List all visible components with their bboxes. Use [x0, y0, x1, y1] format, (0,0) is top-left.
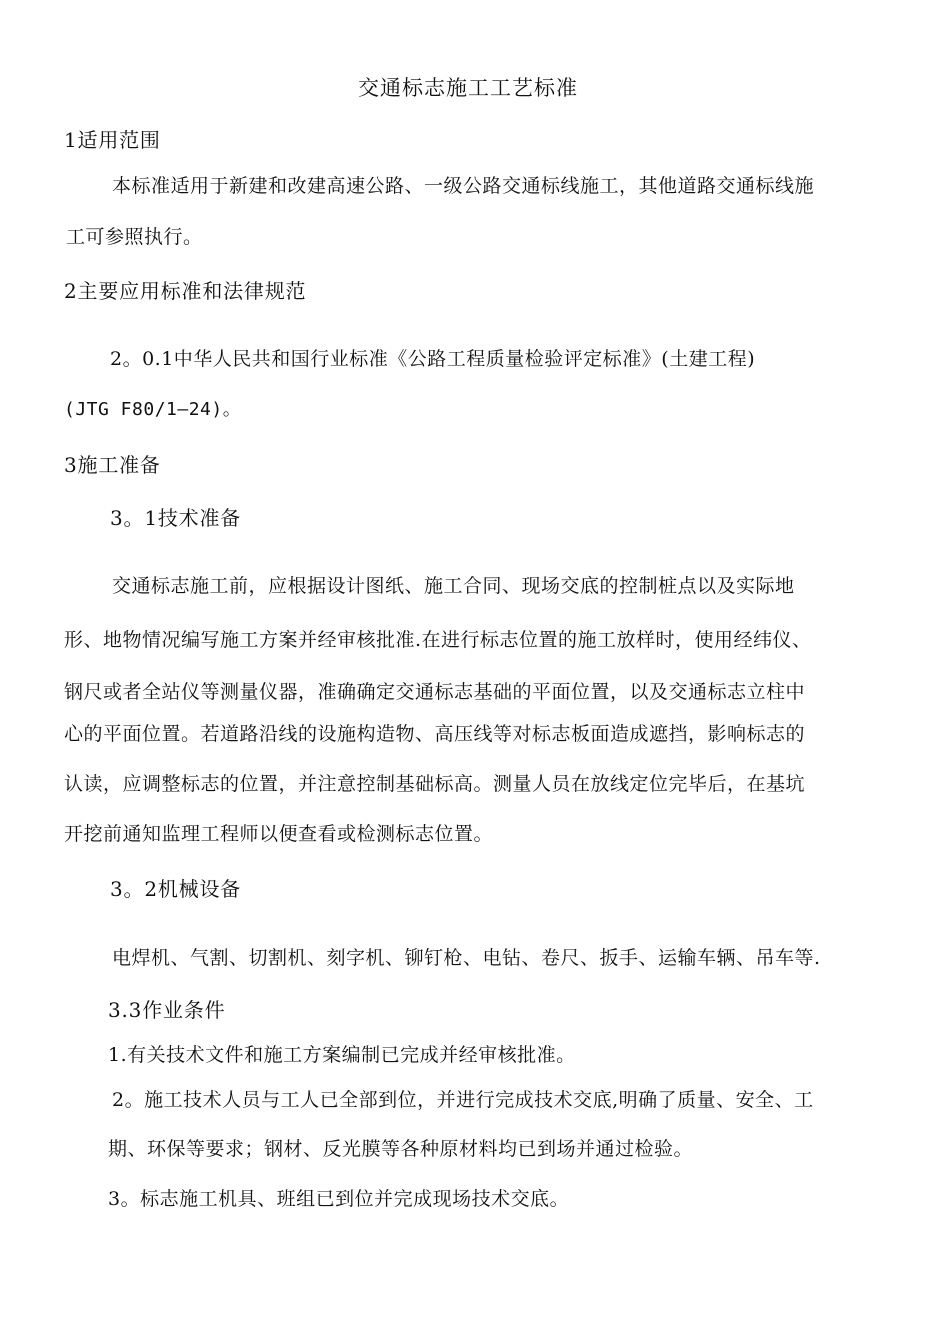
subsection-3-2-heading: 3。2机械设备	[110, 877, 242, 901]
subsection-3-1-heading: 3。1技术准备	[110, 506, 242, 530]
subsection-3-3-item-2-line: 期、环保等要求；钢材、反光膜等各种原材料均已到场并通过检验。	[108, 1138, 694, 1160]
section-1-heading: 1适用范围	[64, 128, 161, 152]
subsection-3-3-item-3: 3。标志施工机具、班组已到位并完成现场技术交底。	[108, 1188, 570, 1210]
section-1-paragraph-line: 工可参照执行。	[66, 226, 203, 248]
subsection-3-3-item-1: 1.有关技术文件和施工方案编制已完成并经审核批准。	[108, 1044, 576, 1066]
subsection-3-3-item-2-line: 2。施工技术人员与工人已全部到位，并进行完成技术交底,明确了质量、安全、工	[112, 1089, 814, 1111]
subsection-3-1-paragraph-line: 交通标志施工前，应根据设计图纸、施工合同、现场交底的控制桩点以及实际地	[112, 575, 795, 597]
subsection-3-1-paragraph-line: 形、地物情况编写施工方案并经审核批准.在进行标志位置的施工放样时，使用经纬仪、	[64, 629, 812, 651]
subsection-3-1-paragraph-line: 钢尺或者全站仪等测量仪器，准确确定交通标志基础的平面位置，以及交通标志立柱中	[64, 681, 806, 703]
document-title: 交通标志施工工艺标准	[358, 76, 578, 100]
subsection-3-3-heading: 3.3作业条件	[108, 998, 226, 1022]
section-2-item-line: 2。0.1中华人民共和国行业标准《公路工程质量检验评定标准》(土建工程)	[110, 348, 756, 370]
section-3-heading: 3施工准备	[64, 453, 161, 477]
section-1-paragraph-line: 本标准适用于新建和改建高速公路、一级公路交通标线施工，其他道路交通标线施	[112, 175, 815, 197]
subsection-3-2-equipment-line: 电焊机、气割、切割机、刻字机、铆钉枪、电钻、卷尺、扳手、运输车辆、吊车等.	[112, 947, 821, 969]
section-2-heading: 2主要应用标准和法律规范	[64, 279, 307, 303]
subsection-3-1-paragraph-line: 开挖前通知监理工程师以便查看或检测标志位置。	[64, 823, 494, 845]
section-2-item-line: (JTG F80/1—24)。	[64, 399, 242, 420]
subsection-3-1-paragraph-line: 心的平面位置。若道路沿线的设施构造物、高压线等对标志板面造成遮挡，影响标志的	[64, 723, 806, 745]
subsection-3-1-paragraph-line: 认读，应调整标志的位置，并注意控制基础标高。测量人员在放线定位完毕后，在基坑	[64, 773, 806, 795]
